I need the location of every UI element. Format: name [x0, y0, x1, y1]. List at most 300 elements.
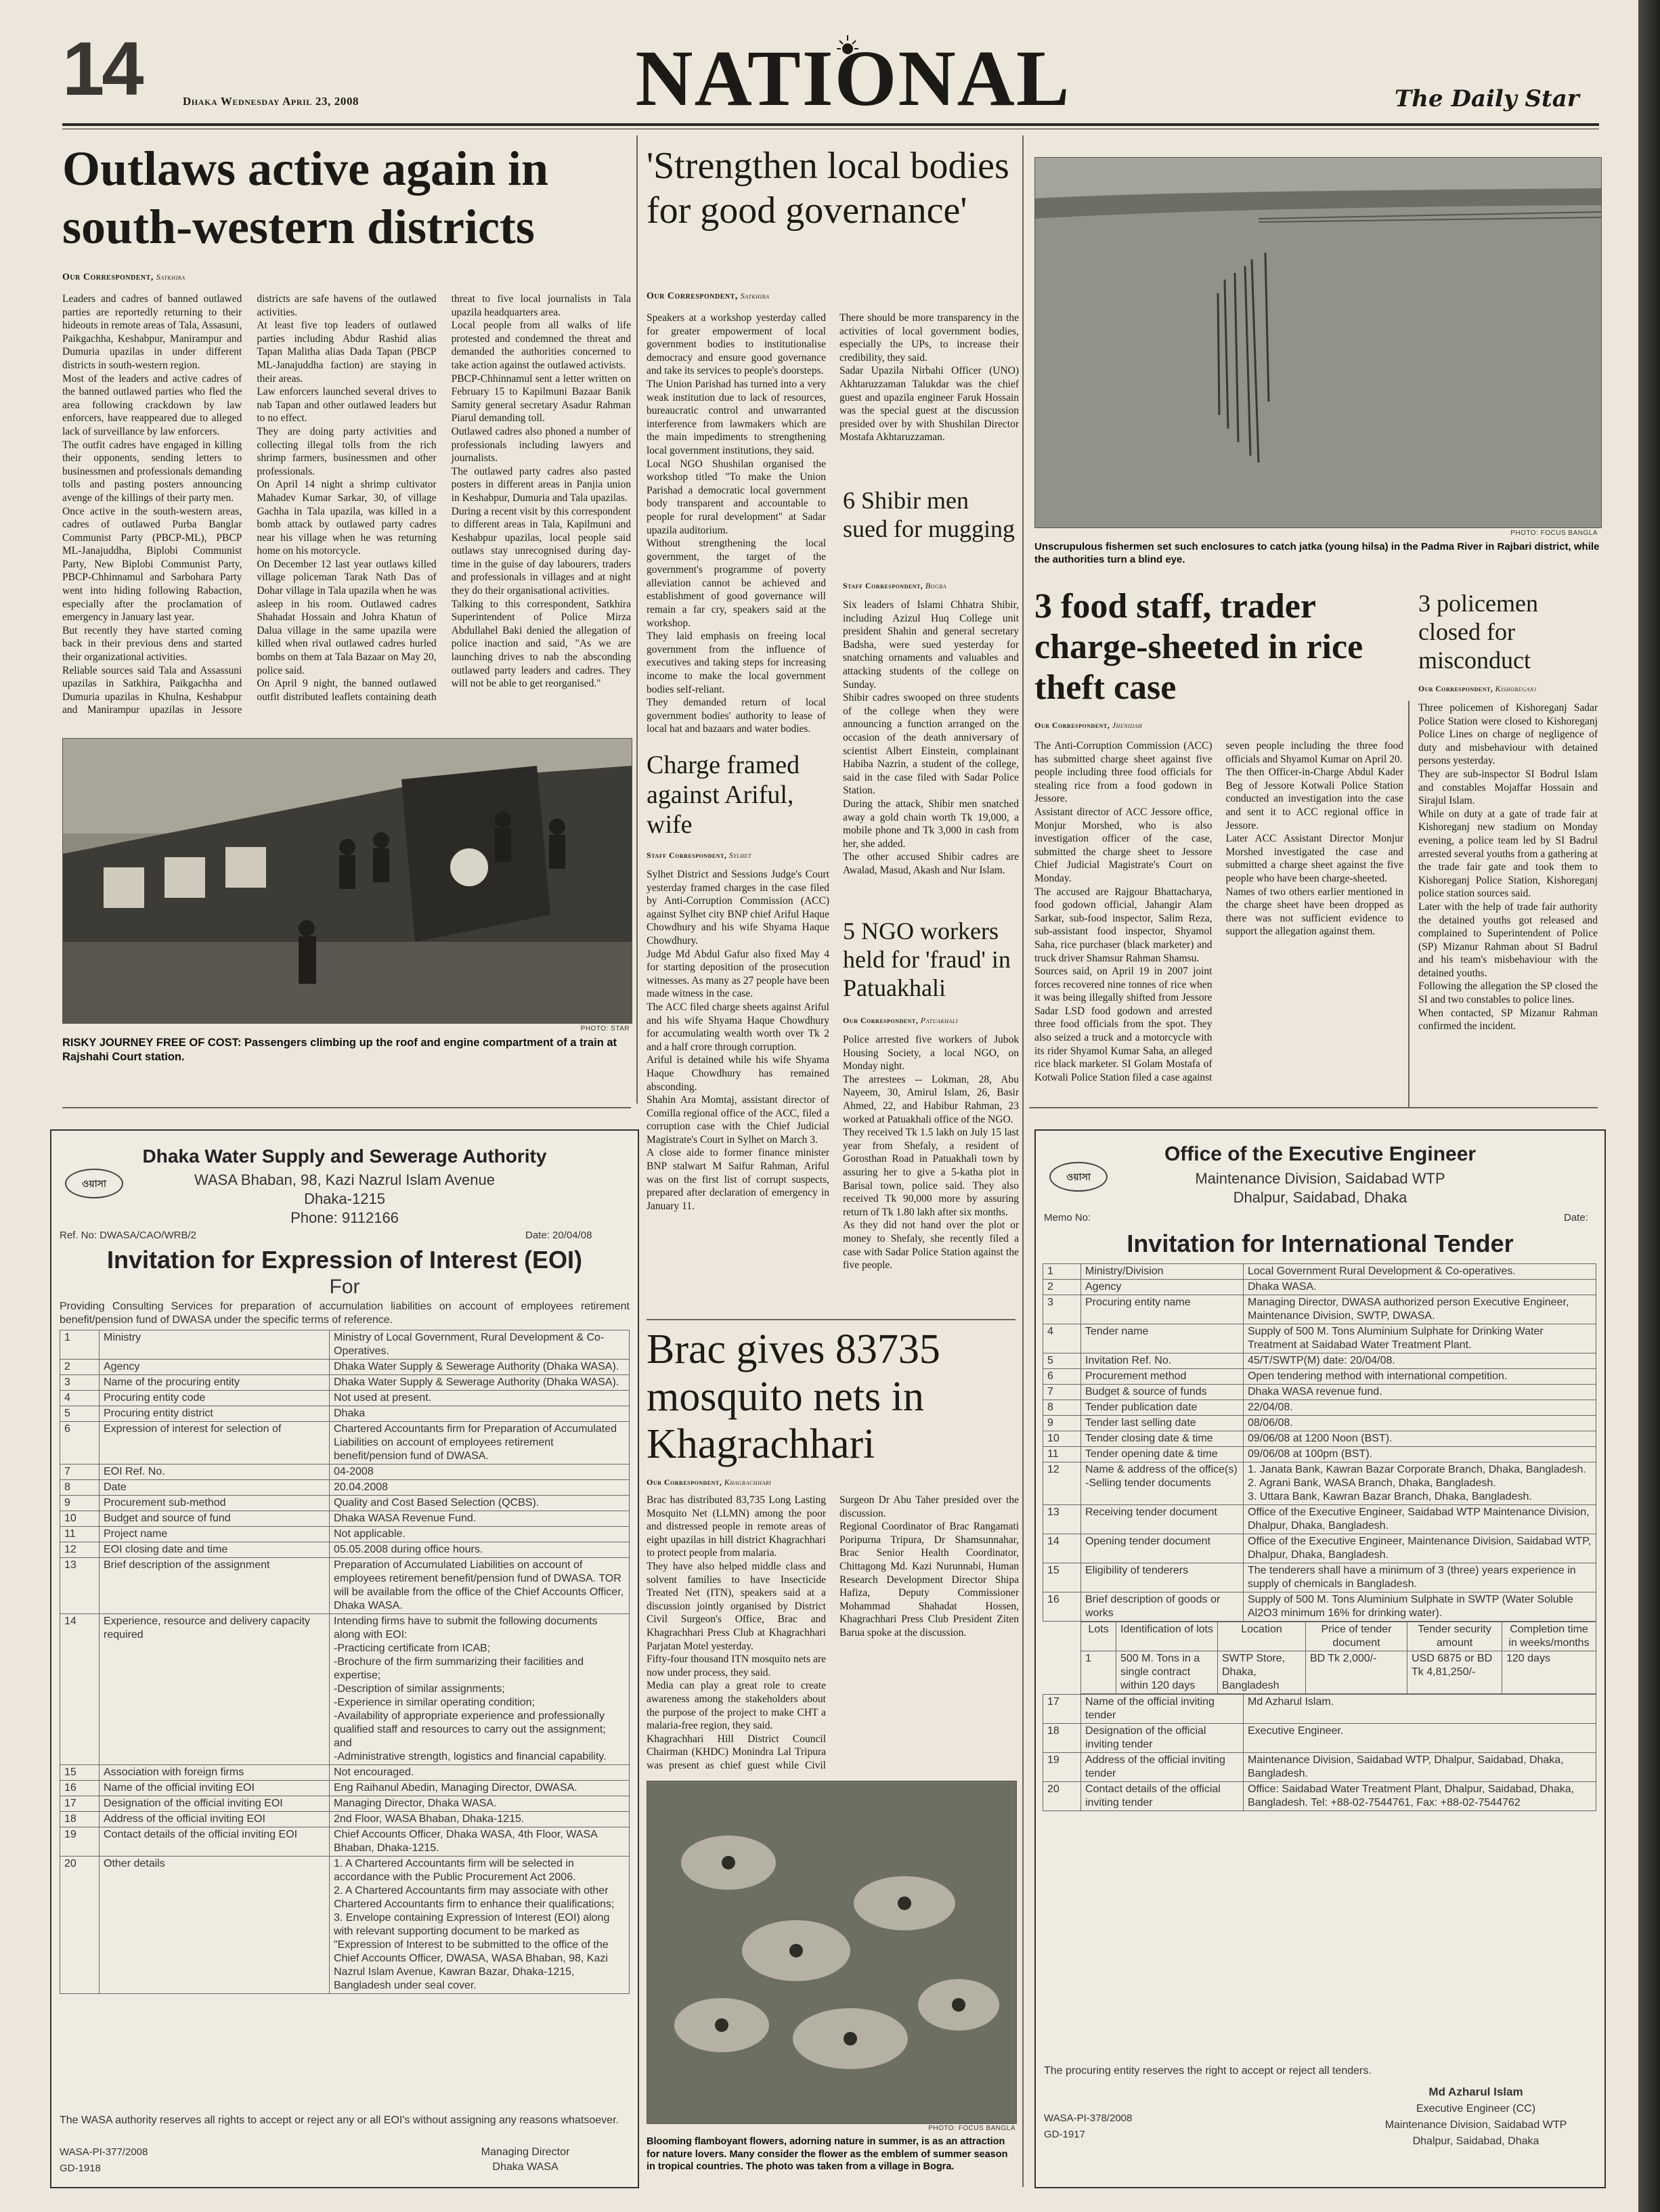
row-number: 5 — [60, 1406, 100, 1422]
row-value: 20.04.2008 — [330, 1480, 630, 1496]
row-value: Office: Saidabad Water Treatment Plant, Dhalpur, Saidabad, Dhaka, Bangladesh. Tel: +88-02-7544761, Fax: +88-02-7544762 — [1244, 1782, 1596, 1811]
row-value: 04-2008 — [330, 1465, 630, 1480]
row-number: 15 — [1043, 1563, 1081, 1592]
table-row — [1043, 1295, 1596, 1324]
lot-header: Price of tender document — [1306, 1622, 1407, 1651]
row-label: Tender name — [1081, 1324, 1244, 1353]
lots-table — [1080, 1622, 1596, 1694]
ad-title: Invitation for International Tender — [1127, 1230, 1514, 1257]
table-row — [60, 1614, 630, 1765]
photo-credit-train: PHOTO: STAR — [580, 1025, 630, 1033]
row-number: 4 — [1043, 1324, 1081, 1353]
table-row — [60, 1360, 630, 1375]
byline-shibir: Staff Correspondent, Bogra — [843, 581, 946, 590]
photo-credit-flower: PHOTO: FOCUS BANGLA — [928, 2125, 1015, 2132]
row-label: Association with foreign firms — [100, 1765, 330, 1781]
row-label: Address of the official inviting EOI — [100, 1812, 330, 1827]
row-number: 9 — [1043, 1416, 1081, 1431]
story-outlaws-body — [62, 292, 631, 726]
row-label: Tender last selling date — [1081, 1416, 1244, 1431]
story-food-body — [1034, 719, 1403, 1105]
paragraph: They are doing party activities and collecting illegal tolls from the rich shrimp farmers, businessmen and other professionals. — [257, 425, 437, 477]
story-ngo-body — [843, 1033, 1019, 1311]
row-label: Procurement method — [1081, 1369, 1244, 1385]
tender-table — [1043, 1263, 1596, 1622]
row-number: 14 — [60, 1614, 100, 1765]
lot-header: Identification of lots — [1116, 1622, 1218, 1651]
row-value: 08/06/08. — [1244, 1416, 1596, 1431]
row-number: 18 — [1043, 1724, 1081, 1753]
table-row — [60, 1375, 630, 1391]
table-row — [1043, 1324, 1596, 1353]
table-row — [1043, 1280, 1596, 1295]
ad-wasa-eoi — [50, 1129, 639, 2188]
paragraph: Sadar Upazila Nirbahi Officer (UNO) Akhtaruzzaman Talukdar was the chief guest and upazila engineer Faruk Hossain was the special guest at the discussion presided over by with Shushilan Director Mostafa Akhtaruzzaman. — [839, 365, 1019, 443]
paragraph: There should be more transparency in the activities of local government bodies, especially the UPs, to increase their credibility, they said. — [839, 312, 1019, 364]
row-value: Ministry of Local Government, Rural Development & Co-Operatives. — [330, 1330, 630, 1360]
paragraph: Regional Coordinator of Brac Rangamati Poripurna Tripura, Dr Shamsunnahar, Brac Senior Health Coordinator, Chittagong Md. Kazi Nurunnabi, Human Research Development Director Shipa Hafiza, Deputy Commissioner Mohammad Shahadat Hossen, Khagrachhari Press Club President Ziten Barua spoke at the discussion. — [839, 1521, 1019, 1639]
table-row — [60, 1827, 630, 1857]
row-label: Name of the official inviting EOI — [100, 1781, 330, 1796]
row-number: 3 — [1043, 1295, 1081, 1324]
paragraph: During a recent visit by this correspondent to different areas in Tala, Kapilmuni and Keshabpur upazilas, local people said outlaws stay unrecognised during day-time in the guise of day labourers, traders and professionals in villages and at night they do their organisational activities. — [451, 505, 631, 597]
row-label: Tender opening date & time — [1081, 1447, 1244, 1462]
row-label: Tender publication date — [1081, 1400, 1244, 1416]
story-ariful-body — [647, 868, 829, 1311]
table-row — [1043, 1264, 1596, 1280]
row-label: Contact details of the official inviting tender — [1081, 1782, 1244, 1811]
lot-cell: 500 M. Tons in a single contract within 120 days — [1116, 1651, 1218, 1694]
row-number: 13 — [60, 1558, 100, 1614]
row-number: 10 — [1043, 1431, 1081, 1447]
paragraph: Media can play a great role to create awareness among the stakeholders about the purpose of the project to make CHT a malaria-free region, they said. — [647, 1680, 826, 1732]
table-row — [60, 1781, 630, 1796]
row-number: 1 — [60, 1330, 100, 1360]
paragraph: But recently they have started coming back in their previous dens and started their organizational activities. — [62, 624, 242, 664]
row-value: Chief Accounts Officer, Dhaka WASA, 4th Floor, WASA Bhaban, Dhaka-1215. — [330, 1827, 630, 1857]
ad-intro: Providing Consulting Services for preparation of accumulation liabilities on account of employees retirement benefit/pension fund of DWASA under the specific terms of reference. — [60, 1301, 630, 1326]
table-row — [60, 1496, 630, 1511]
paragraph: The outlawed party cadres also pasted posters in different areas in Panjia union in Keshabpur, Dumuria and Tala upazilas. — [451, 465, 631, 504]
byline-ngo: Our Correspondent, Patuakhali — [843, 1016, 958, 1025]
row-value: Supply of 500 M. Tons Aluminium Sulphate in SWTP (Water Soluble Al2O3 minimum 16% for drinking water). — [1244, 1592, 1596, 1622]
photo-flower — [647, 1781, 1017, 2124]
paragraph: They received Tk 1.5 lakh on July 15 last year from Shefaly, a resident of Gorosthan Road in Patuakhali town by assuring her to give a 5-katha plot in Barisal town, police said. They also received Tk 90,000 more by assuring return of Tk 1.80 lakh after six months. — [843, 1127, 1019, 1218]
row-label: EOI Ref. No. — [100, 1465, 330, 1480]
row-label: Budget & source of funds — [1081, 1385, 1244, 1400]
row-label: Eligibility of tenderers — [1081, 1563, 1244, 1592]
ad-code1: WASA-PI-378/2008 — [1044, 2112, 1133, 2124]
ad-date: Date: 20/04/08 — [525, 1230, 592, 1241]
headline-local-bodies: 'Strengthen local bodies for good governance' — [647, 145, 1009, 232]
byline-local-bodies: Our Correspondent, Satkhira — [647, 291, 770, 301]
row-label: EOI closing date and time — [100, 1542, 330, 1558]
byline-food: Our Correspondent, Jhenidah — [1034, 720, 1143, 730]
ad-division: Maintenance Division, Saidabad WTP — [1195, 1170, 1445, 1187]
table-row — [1043, 1385, 1596, 1400]
ad-sign-addr: Dhalpur, Saidabad, Dhaka — [1412, 2135, 1539, 2147]
byline-policemen: Our Correspondent, Kishoreganj — [1418, 684, 1537, 693]
row-number: 20 — [60, 1857, 100, 1994]
row-number: 7 — [1043, 1385, 1081, 1400]
paragraph: The arrestees -- Lokman, 28, Abu Nayeem, 30, Amirul Islam, 26, Basir Ahmed, 22, and Habibur Rahman, 23 worked at Patuakhali office of the NGO. — [843, 1073, 1019, 1125]
paragraph: Later ACC Assistant Director Monjur Morshed investigated the case and submitted a charge sheet against the five people who have been charge-sheeted. — [1225, 833, 1403, 884]
row-label: Agency — [1081, 1280, 1244, 1295]
row-label: Expression of interest for selection of — [100, 1422, 330, 1465]
ad-sign-title: Managing Director — [481, 2146, 570, 2158]
row-value: Dhaka WASA revenue fund. — [1244, 1385, 1596, 1400]
row-number: 5 — [1043, 1353, 1081, 1369]
table-row — [1043, 1400, 1596, 1416]
paragraph: They laid emphasis on freeing local government from the influence of executives and taking steps for increasing income to make the local government bodies self-reliant. — [647, 630, 826, 695]
ad-sign-div: Maintenance Division, Saidabad WTP — [1384, 2119, 1567, 2131]
ad-code1: WASA-PI-377/2008 — [60, 2146, 148, 2158]
table-row — [60, 1558, 630, 1614]
paragraph: Speakers at a workshop yesterday called for greater empowerment of local government bodies to institutionalise democracy and ensure good governance and take its services to people's doorsteps. — [647, 312, 826, 377]
row-number: 8 — [60, 1480, 100, 1496]
lot-cell: 120 days — [1502, 1651, 1596, 1694]
row-value: Dhaka Water Supply & Sewerage Authority (Dhaka WASA). — [330, 1360, 630, 1375]
row-value: The tenderers shall have a minimum of 3 (three) years experience in supply of chemicals in Bangladesh. — [1244, 1563, 1596, 1592]
row-number: 20 — [1043, 1782, 1081, 1811]
headline-shibir: 6 Shibir men sued for mugging — [843, 487, 1015, 542]
row-value: Open tendering method with international competition. — [1244, 1369, 1596, 1385]
row-label: Brief description of goods or works — [1081, 1592, 1244, 1622]
row-value: Eng Raihanul Abedin, Managing Director, DWASA. — [330, 1781, 630, 1796]
tender-table-2 — [1043, 1694, 1596, 1811]
row-number: 6 — [60, 1422, 100, 1465]
table-row — [1043, 1695, 1596, 1724]
paragraph: They demanded return of local government bodies' authority to lease of local hat and bazaars and water bodies. — [647, 697, 826, 735]
table-row — [1043, 1353, 1596, 1369]
wasa-logo: ওয়াসা — [65, 1169, 123, 1198]
row-value: Dhaka WASA. — [1244, 1280, 1596, 1295]
paragraph: Ariful is detained while his wife Shyama Haque Chowdhury has remained absconding. — [647, 1054, 829, 1093]
table-row — [60, 1857, 630, 1994]
paragraph: Once active in the south-western areas, cadres of outlawed Purba Banglar Communist Party (PBCP-ML), PBCP ML-Janajuddha, Biplobi Communist Party, New Biplobi Communist Party, PBCP-Chhinnamul and Sarbohara Party went into hiding following Rabaction, especially after the proclamation of emergency in January last year. — [62, 505, 242, 624]
row-value: Quality and Cost Based Selection (QCBS). — [330, 1496, 630, 1511]
paragraph: Khagrachhari Hill District Council Chairman (KHDC) Monindra Lal Tripura was present as chief guest while Civil Surgeon Dr Abu Taher presided over the discussion. — [647, 1494, 1019, 1771]
table-row — [1043, 1563, 1596, 1592]
row-label: Procurement sub-method — [100, 1496, 330, 1511]
table-row — [1043, 1534, 1596, 1563]
row-number: 6 — [1043, 1369, 1081, 1385]
paragraph: PBCP-Chhinnamul sent a letter written on February 15 to Kapilmuni Bazaar Banik Samity general secretary Asadur Rahman Piarul demanding toll. — [451, 372, 631, 425]
paragraph: The other accused Shibir cadres are Awalad, Masud, Akash and Nur Islam. — [843, 851, 1019, 876]
table-row — [1043, 1592, 1596, 1622]
ad-code2: GD-1917 — [1044, 2129, 1085, 2140]
paragraph: A close aide to former finance minister BNP stalwart M Saifur Rahman, Ariful was on the first list of corrupt suspects, prepared after declaration of emergency in January 11. — [647, 1147, 829, 1212]
row-value: Chartered Accountants firm for Preparation of Accumulated Liabilities on account of employees retirement benefit/pension fund of DWASA. — [330, 1422, 630, 1465]
lot-cell: SWTP Store, Dhaka, Bangladesh — [1218, 1651, 1306, 1694]
row-label: Agency — [100, 1360, 330, 1375]
paragraph: Police arrested five workers of Jubok Housing Society, a local NGO, on Monday night. — [843, 1034, 1019, 1072]
paragraph: They are sub-inspector SI Bodrul Islam and constables Mojaffar Hossain and Sirajul Islam. — [1418, 768, 1598, 807]
row-value: Managing Director, DWASA authorized person Executive Engineer, Maintenance Division, SWTP, DWASA. — [1244, 1295, 1596, 1324]
table-row — [60, 1406, 630, 1422]
ad-ref: Ref. No: DWASA/CAO/WRB/2 — [60, 1230, 196, 1241]
row-value: 45/T/SWTP(M) date: 20/04/08. — [1244, 1353, 1596, 1369]
table-row — [1043, 1369, 1596, 1385]
row-number: 8 — [1043, 1400, 1081, 1416]
ad-for: For — [329, 1276, 360, 1298]
byline-brac: Our Correspondent, Khagrachhari — [647, 1477, 772, 1487]
paragraph: Assistant director of ACC Jessore office, Monjur Morshed, who is also investigation officer of the case, submitted the charge sheet to Jessore Chief Judicial Magistrate's Court on Monday. — [1034, 806, 1213, 884]
ad-address: Dhalpur, Saidabad, Dhaka — [1233, 1189, 1407, 1206]
lot-header: Completion time in weeks/months — [1502, 1622, 1596, 1651]
row-value: Managing Director, Dhaka WASA. — [330, 1796, 630, 1812]
table-row — [60, 1480, 630, 1496]
paragraph: Reliable sources said Tala and Assassuni upazilas in Satkhira, Paikgachha and Dumuria upazilas in Khulna, Keshabpur and Manirampur upazilas in Jessore districts are safe havens of the outlawed activities. — [62, 293, 437, 716]
table-row — [1043, 1431, 1596, 1447]
ad-org-name: Dhaka Water Supply and Sewerage Authority — [142, 1146, 547, 1167]
row-number: 11 — [1043, 1447, 1081, 1462]
dateline: Dhaka Wednesday April 23, 2008 — [183, 95, 359, 108]
table-row — [60, 1542, 630, 1558]
paragraph: On April 14 night a shrimp cultivator Mahadev Kumar Sarkar, 30, of village Gachha in Tala upazila, was killed in a bomb attack by outlawed party cadres near his village when he was returning home on his motorcycle. — [257, 479, 437, 557]
paragraph: Fifty-four thousand ITN mosquito nets are now under process, they said. — [647, 1653, 826, 1678]
paragraph: While on duty at a gate of trade fair at Kishoreganj new stadium on Monday evening, a police team led by SI Badrul arrested several youths from a gathering at the trade fair gate and took them to Kishoreganj Police Station, Kishoreganj police station sources said. — [1418, 808, 1598, 900]
headline-food: 3 food staff, trader charge-sheeted in rice theft case — [1034, 587, 1363, 707]
paragraph: Outlawed cadres also phoned a number of professionals including lawyers and journalists. — [451, 425, 631, 464]
row-label: Experience, resource and delivery capacity required — [100, 1614, 330, 1765]
row-label: Name of the official inviting tender — [1081, 1695, 1244, 1724]
table-row — [60, 1391, 630, 1406]
ad-org-name: Office of the Executive Engineer — [1164, 1143, 1477, 1165]
ad-date: Date: — [1564, 1212, 1588, 1223]
row-value: Dhaka Water Supply & Sewerage Authority (Dhaka WASA). — [330, 1375, 630, 1391]
row-value: Not applicable. — [330, 1527, 630, 1542]
row-number: 12 — [1043, 1462, 1081, 1505]
table-row — [1043, 1447, 1596, 1462]
ad-title: Invitation for Expression of Interest (EOI) — [106, 1246, 583, 1274]
row-value: Not used at present. — [330, 1391, 630, 1406]
paragraph: Talking to this correspondent, Satkhira Superintendent of Police Mirza Abdullahel Baki denied the allegation of police inaction and said, "As we are launching drives to nab the absconding outlawed party leaders and cadres. They will not be able to get reorganised." — [451, 598, 631, 690]
story-policemen-body — [1418, 701, 1598, 1105]
row-value: Office of the Executive Engineer, Saidabad WTP Maintenance Division, Dhalpur, Dhaka, Bangladesh. — [1244, 1505, 1596, 1534]
row-number: 9 — [60, 1496, 100, 1511]
row-number: 17 — [60, 1796, 100, 1812]
ad-international-tender — [1034, 1129, 1606, 2188]
row-label: Designation of the official inviting EOI — [100, 1796, 330, 1812]
paragraph: Later with the help of trade fair authority the detained youths got released and complained to Superintendent of Police (SP) Mizanur Rahman about SI Badrul and his team's misbehaviour with the detained youths. — [1418, 901, 1598, 979]
lot-header: Tender security amount — [1407, 1622, 1502, 1651]
caption-river: Unscrupulous fishermen set such enclosures to catch jatka (young hilsa) in the Padma River in Rajbari district, while the authorities turn a blind eye. — [1034, 541, 1600, 565]
paragraph: Local people from all walks of life protested and condemned the threat and demanded the authorities concerned to take action against the outlawed activists. — [451, 320, 631, 371]
headline-ngo: 5 NGO workers held for 'fraud' in Patuakhali — [843, 917, 1011, 1001]
story-shibir-body — [843, 599, 1019, 903]
section-title: NATIONAL — [635, 34, 1071, 123]
row-label: Budget and source of fund — [100, 1511, 330, 1527]
headline-brac: Brac gives 83735 mosquito nets in Khagrachhari — [647, 1326, 940, 1467]
row-number: 12 — [60, 1542, 100, 1558]
table-row — [60, 1812, 630, 1827]
row-value: Intending firms have to submit the following documents along with EOI: -Practicing certificate from ICAB; -Brochure of the firm summarizing their facilities and expertise; -Description of similar assignments; -Experience in similar operating condition; -Availability of appropriate experience and professionally qualified staff and resources to carry out the assignment; and -Administrative strength, logistics and financial capability. — [330, 1614, 630, 1765]
table-row — [1043, 1462, 1596, 1505]
row-number: 15 — [60, 1765, 100, 1781]
row-label: Brief description of the assignment — [100, 1558, 330, 1614]
headline-policemen: 3 policemen closed for misconduct — [1418, 590, 1538, 674]
row-label: Receiving tender document — [1081, 1505, 1244, 1534]
row-value: Maintenance Division, Saidabad WTP, Dhalpur, Saidabad, Dhaka, Bangladesh. — [1244, 1753, 1596, 1782]
row-label: Ministry/Division — [1081, 1264, 1244, 1280]
row-value: Supply of 500 M. Tons Aluminium Sulphate for Drinking Water Treatment at Saidabad Water Treatment Plant. — [1244, 1324, 1596, 1353]
row-number: 18 — [60, 1812, 100, 1827]
paragraph: On December 12 last year outlaws killed village policeman Tarak Nath Das of Dohar village in Tala upazila when he was asleep in his room. Outlawed cadres Shahadat Hossain and Johra Khatun of Dalua village in the same upazila were killed when rival outlawed cadres hurled bombs on them at Tala Bazaar on May 20, police said. — [257, 558, 437, 676]
paragraph: At least five top leaders of outlawed parties including Abdur Rashid alias Tapan Malitha alias Dada Tapan (PBCP ML-Janajuddha faction) are staying in their areas. — [257, 320, 437, 385]
row-value: Executive Engineer. — [1244, 1724, 1596, 1753]
row-number: 4 — [60, 1391, 100, 1406]
lot-cell: 1 — [1081, 1651, 1116, 1694]
row-label: Opening tender document — [1081, 1534, 1244, 1563]
row-number: 16 — [60, 1781, 100, 1796]
paragraph: Judge Md Abdul Gafur also fixed May 4 for starting deposition of the prosecution witnesses. As many as 27 people have been made witness in the case. — [647, 948, 829, 1000]
row-label: Ministry — [100, 1330, 330, 1360]
ad-sign-org: Dhaka WASA — [492, 2161, 559, 2173]
row-label: Address of the official inviting tender — [1081, 1753, 1244, 1782]
row-value: 09/06/08 at 1200 Noon (BST). — [1244, 1431, 1596, 1447]
table-row — [60, 1527, 630, 1542]
row-value: Not encouraged. — [330, 1765, 630, 1781]
photo-train — [62, 738, 632, 1024]
row-value: Local Government Rural Development & Co-operatives. — [1244, 1264, 1596, 1280]
paragraph: Shibir cadres swooped on three students of the college when they were announcing a function arranged on the occasion of the death anniversary of scientist Albert Einstein, complainant Habiba Nazrin, a student of the college, said in the case filed with Sadar Police Station. — [843, 692, 1019, 797]
row-label: Procuring entity district — [100, 1406, 330, 1422]
ad-reserve: The procuring entity reserves the right to accept or reject all tenders. — [1044, 2065, 1372, 2077]
row-number: 3 — [60, 1375, 100, 1391]
ad-sign-name: Md Azharul Islam — [1428, 2085, 1523, 2098]
row-number: 17 — [1043, 1695, 1081, 1724]
paragraph: Shahin Ara Momtaj, assistant director of Comilla regional office of the ACC, filed a corruption case with the Chief Judicial Magistrate's Court in Sylhet on March 3. — [647, 1094, 829, 1146]
row-label: Date — [100, 1480, 330, 1496]
ad-address: WASA Bhaban, 98, Kazi Nazrul Islam Avenue — [194, 1171, 495, 1188]
paragraph: Brac has distributed 83,735 Long Lasting Mosquito Net (LLMN) among the poor and distressed people in remote areas of eight upazilas in hill district Khagrachhari to protect people from malaria. — [647, 1494, 826, 1559]
paragraph: Names of two others earlier mentioned in the charge sheet have been dropped as there was not sufficient evidence to support the allegation against them. — [1225, 886, 1403, 938]
paragraph: The Union Parishad has turned into a very weak institution due to lack of resources, bureaucratic control and unwarranted interference from lawmakers which are the main impediments to strengthening local government institutions, they said. — [647, 378, 826, 456]
row-value: Dhaka WASA Revenue Fund. — [330, 1511, 630, 1527]
table-row — [1043, 1505, 1596, 1534]
table-row — [60, 1511, 630, 1527]
paragraph: When contacted, SP Mizanur Rahman confirmed the incident. — [1418, 1007, 1598, 1033]
row-label: Other details — [100, 1857, 330, 1994]
row-number: 10 — [60, 1511, 100, 1527]
paragraph: The ACC filed charge sheets against Ariful and his wife Shyama Haque Chowdhury for accumulating wealth worth over Tk 2 and a half crore through corruption. — [647, 1001, 829, 1053]
row-value: Preparation of Accumulated Liabilities on account of employees retirement benefit/pension fund of DWASA. TOR will be available from the office of the Chief Accounts Officer, Dhaka WASA. — [330, 1558, 630, 1614]
page-number: 14 — [62, 26, 141, 111]
ad-memo: Memo No: — [1044, 1212, 1091, 1223]
table-row — [60, 1796, 630, 1812]
paragraph: The Anti-Corruption Commission (ACC) has submitted charge sheet against five people including three food officials for stealing rice from a food godown in Jessore. — [1034, 740, 1213, 805]
table-row — [60, 1765, 630, 1781]
paragraph: Without strengthening the local government, the target of the government's programme of poverty alleviation cannot be achieved and establishment of good governance will remain a far cry, speakers said at the workshop. — [647, 538, 826, 629]
photo-river — [1034, 157, 1602, 528]
paragraph: The accused are Rajgour Bhattacharya, food godown official, Jahangir Alam Sarkar, sub-food inspector, Salim Reza, sub-assistant food inspector, Shyamol Saha, rice purchaser (black marketer) and truck driver Shamsur Rahman Shamsu. — [1034, 886, 1213, 964]
table-row — [60, 1465, 630, 1480]
paragraph: Sylhet District and Sessions Judge's Court yesterday framed charges in the case filed by Anti-Corruption Commission (ACC) against Sylhet city BNP chief Ariful Haque Chowdhury and his wife Shyama Haque Chowdhury. — [647, 869, 829, 947]
row-value: Md Azharul Islam. — [1244, 1695, 1596, 1724]
caption-flower: Blooming flamboyant flowers, adorning nature in summer, is as an attraction for nature lovers. Many consider the flower as the emblem of summer season in tropical countries. The photo was taken from a village in Bogra. — [647, 2136, 1008, 2172]
paragraph: Most of the leaders and active cadres of the banned outlawed parties who fled the area following crackdown by law enforcers, have reappeared due to alleged lack of surveillance by law enforcers. — [62, 372, 242, 437]
row-number: 11 — [60, 1527, 100, 1542]
caption-train: RISKY JOURNEY FREE OF COST: Passengers climbing up the roof and engine compartment of a train at Rajshahi Court station. — [62, 1037, 617, 1063]
row-label: Procuring entity code — [100, 1391, 330, 1406]
row-number: 7 — [60, 1465, 100, 1480]
byline-outlaws: Our Correspondent, Satkhira — [62, 272, 185, 282]
story-brac-body — [647, 1494, 1019, 1778]
row-value: 1. Janata Bank, Kawran Bazar Corporate Branch, Dhaka, Bangladesh. 2. Agrani Bank, WASA Branch, Dhaka, Bangladesh. 3. Uttara Bank, Kawran Bazar Branch, Dhaka, Bangladesh. — [1244, 1462, 1596, 1505]
headline-outlaws: Outlaws active again in south-western districts — [62, 142, 549, 254]
row-value: 22/04/08. — [1244, 1400, 1596, 1416]
row-number: 2 — [60, 1360, 100, 1375]
lot-cell: USD 6875 or BD Tk 4,81,250/- — [1407, 1651, 1502, 1694]
table-row — [1043, 1416, 1596, 1431]
row-label: Contact details of the official inviting EOI — [100, 1827, 330, 1857]
lot-header: Location — [1218, 1622, 1306, 1651]
table-row — [1043, 1753, 1596, 1782]
paragraph: As they did not hand over the plot or money to Shefaly, she recently filed a case with Sadar Police Station against the five people. — [843, 1219, 1019, 1272]
paragraph: Following the allegation the SP closed the SI and two constables to police lines. — [1418, 980, 1598, 1006]
row-value: Office of the Executive Engineer, Maintenance Division, Saidabad WTP, Dhalpur, Dhaka, Bangladesh. — [1244, 1534, 1596, 1563]
row-number: 19 — [60, 1827, 100, 1857]
wasa-logo-2: ওয়াসা — [1049, 1162, 1108, 1192]
ad-phone: Phone: 9112166 — [290, 1209, 399, 1226]
paragraph: Three policemen of Kishoreganj Sadar Police Station were closed to Kishoreganj Police Lines on charge of negligence of duty and misbehaviour with detained persons yesterday. — [1418, 702, 1598, 767]
row-label: Name of the procuring entity — [100, 1375, 330, 1391]
row-number: 19 — [1043, 1753, 1081, 1782]
row-label: Invitation Ref. No. — [1081, 1353, 1244, 1369]
row-label: Procuring entity name — [1081, 1295, 1244, 1324]
row-value: 09/06/08 at 100pm (BST). — [1244, 1447, 1596, 1462]
paragraph: The outfit cadres have engaged in killing their opponents, sending letters to businessmen and professionals demanding tolls and pasting posters announcing avenge of the killings of their party men. — [62, 439, 242, 504]
paragraph: During the attack, Shibir men snatched away a gold chain worth Tk 19,000, a mobile phone and Tk 3,000 in cash from her, she added. — [843, 798, 1019, 850]
table-row — [60, 1330, 630, 1360]
page-edge — [1638, 0, 1660, 2212]
row-label: Project name — [100, 1527, 330, 1542]
paragraph: The then Officer-in-Charge Abdul Kader Beg of Jessore Kotwali Police Station conducted an investigation into the case and sent it to ACC regional office in Jessore. — [1225, 766, 1403, 831]
eoi-table — [60, 1330, 630, 1994]
row-value: 2nd Floor, WASA Bhaban, Dhaka-1215. — [330, 1812, 630, 1827]
row-value: 1. A Chartered Accountants firm will be selected in accordance with the Public Procurement Act 2006. 2. A Chartered Accountants firm may associate with other Chartered Accountants firm to enhance their qualifications; 3. Envelope containing Expression of Interest (EOI) along with relevant supporting document to be marked as "Expression of Interest to be submitted to the office of the Chief Accounts Officer, DWASA, WASA Bhaban, 98, Kazi Nazrul Islam Avenue, Kawran Bazar, Dhaka-1215, Bangladesh under seal cover. — [330, 1857, 630, 1994]
ad-reserve: The WASA authority reserves all rights to accept or reject any or all EOI's without assigning any reasons whatsoever. — [60, 2115, 619, 2126]
paragraph: On April 9 night, the banned outlawed outfit distributed leaflets containing death threat to five local journalists in Tala upazila headquarters area. — [257, 293, 631, 703]
row-number: 2 — [1043, 1280, 1081, 1295]
paper-logo: The Daily Star — [1395, 85, 1579, 112]
paragraph: Local NGO Shushilan organised the workshop titled "To make the Union Parishad a democratic local government body transparent and accountable to people for rural development" at Sadar upazila auditorium. — [647, 458, 826, 536]
ad-sign-title: Executive Engineer (CC) — [1416, 2103, 1536, 2115]
table-row — [60, 1422, 630, 1465]
ad-code2: GD-1918 — [60, 2163, 101, 2174]
ad-city: Dhaka-1215 — [304, 1190, 385, 1207]
paragraph: Six leaders of Islami Chhatra Shibir, including Azizul Huq College unit president Shahin and general secretary Badsha, were sued yesterday for snatching ornaments and valuables and attacking students of the college on Sunday. — [843, 599, 1019, 691]
row-label: Tender closing date & time — [1081, 1431, 1244, 1447]
row-value: 05.05.2008 during office hours. — [330, 1542, 630, 1558]
headline-ariful: Charge framed against Ariful, wife — [647, 751, 800, 839]
row-number: 14 — [1043, 1534, 1081, 1563]
table-row — [1043, 1782, 1596, 1811]
photo-credit-river: PHOTO: FOCUS BANGLA — [1510, 529, 1598, 537]
paragraph: Law enforcers launched several drives to nab Tapan and other outlawed leaders but to no effect. — [257, 386, 437, 425]
row-number: 13 — [1043, 1505, 1081, 1534]
lot-header: Lots — [1081, 1622, 1116, 1651]
row-number: 1 — [1043, 1264, 1081, 1280]
table-row — [1043, 1724, 1596, 1753]
lot-cell: BD Tk 2,000/- — [1306, 1651, 1407, 1694]
row-label: Designation of the official inviting tender — [1081, 1724, 1244, 1753]
paragraph: Sources said, on April 19 in 2007 joint forces recovered nine tonnes of rice when it was being illegally shifted from Jessore Sadar LSD food godown and arrested three food officials from the spot. They also seized a truck and a motorcycle with its rider Shyamol Kumar Saha, an alleged rice black marketer. SI Golam Mostafa of Kotwali Police Station filed a case against seven people including the three food officials and Shyamol Kumar on April 20. — [1034, 740, 1403, 1083]
row-number: 16 — [1043, 1592, 1081, 1622]
paragraph: They have also helped middle class and solvent families to have Insecticide Treated Net (ITN), speakers said at a discussion jointly organised by District Civil Surgeon's Office, Brac and Khagrachhari Press Club at Khagrachhari Parjatan Motel yesterday. — [647, 1560, 826, 1652]
row-value: Dhaka — [330, 1406, 630, 1422]
